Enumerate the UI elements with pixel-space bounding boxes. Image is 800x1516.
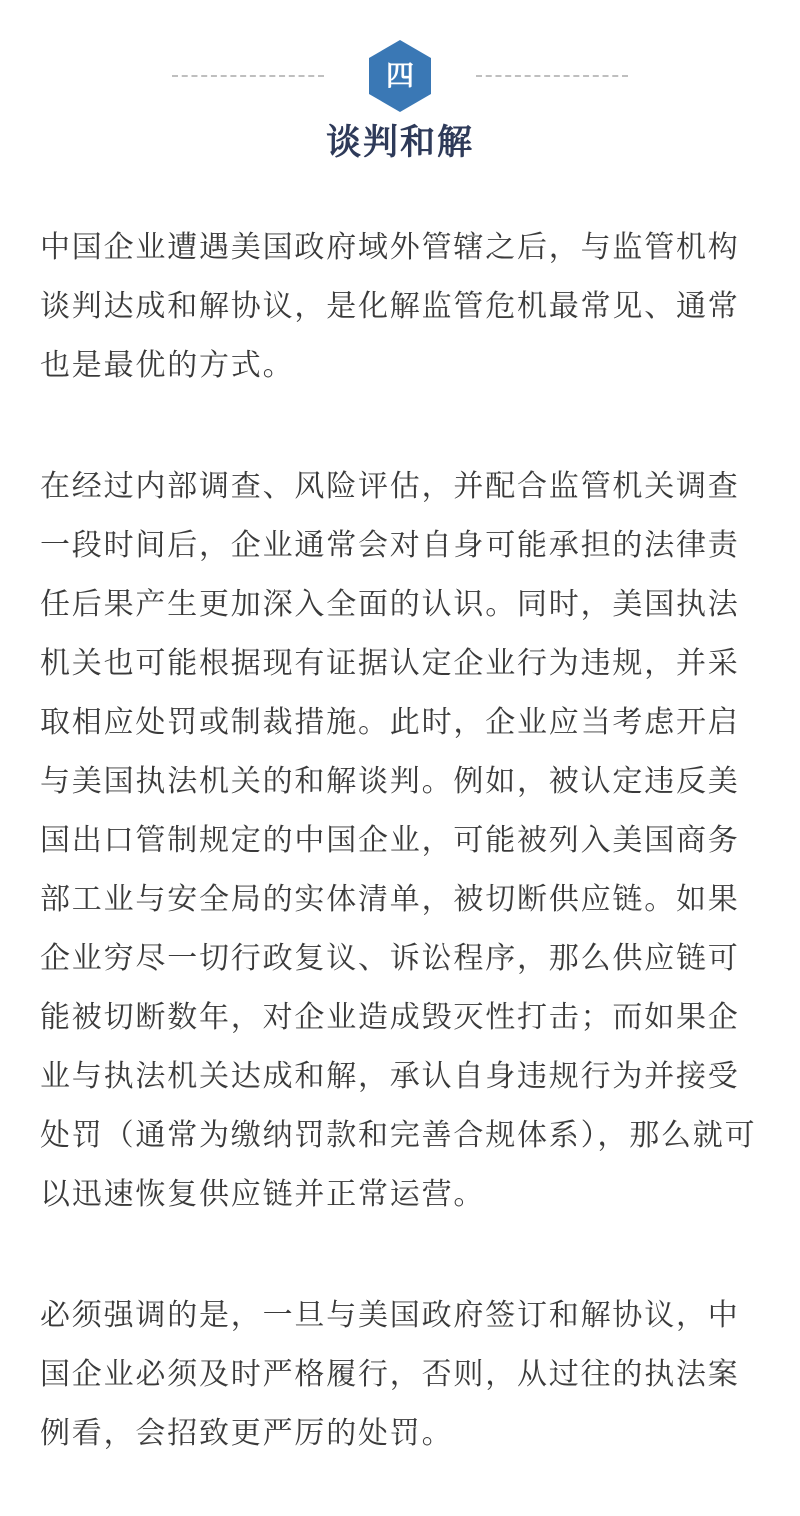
section-header [0, 0, 800, 180]
paragraph-3: 必须强调的是，一旦与美国政府签订和解协议，中国企业必须及时严格履行，否则，从过往的执法案例看，会招致更严厉的处罚。 [40, 1298, 740, 1451]
section-number-badge [367, 38, 433, 114]
section-title: 谈判和解 [325, 123, 474, 163]
left-dashed-divider [172, 75, 324, 77]
right-dashed-divider [476, 75, 628, 77]
paragraph-1: 中国企业遭遇美国政府域外管辖之后，与监管机构谈判达成和解协议，是化解监管危机最常见、通常也是最优的方式。 [40, 230, 740, 383]
section-number: 四 [385, 59, 414, 92]
article-body [40, 218, 762, 1463]
paragraph-2: 在经过内部调查、风险评估，并配合监管机关调查一段时间后，企业通常会对自身可能承担的法律责任后果产生更加深入全面的认识。同时，美国执法机关也可能根据现有证据认定企业行为违规，并采取相应处罚或制裁措施。此时，企业应当考虑开启与美国执法机关的和解谈判。例如，被认定违反美国出口管制规定的中国企业，可能被列入美国商务部工业与安全局的实体清单，被切断供应链。如果企业穷尽一切行政复议、诉讼程序，那么供应链可能被切断数年，对企业造成毁灭性打击；而如果企业与执法机关达成和解，承认自身违规行为并接受处罚（通常为缴纳罚款和完善合规体系），那么就可以迅速恢复供应链并正常运营。 [40, 469, 757, 1212]
